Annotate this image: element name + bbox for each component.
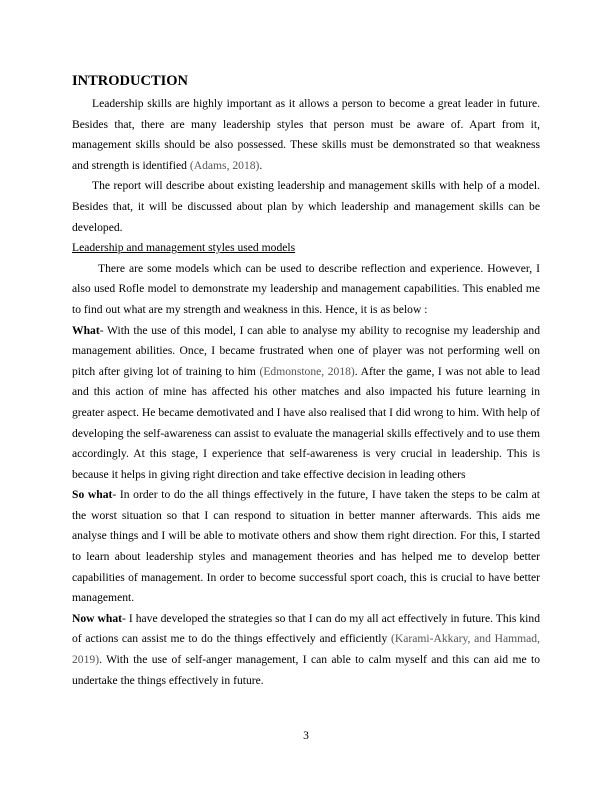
- what-text-2: . After the game, I was not able to lead and this action of mine has affected his other matches and also impacted his future learning in greater aspect. He became demotivated and I have also realised that I did wrong to him. With help of developing the self-awareness can assist to evaluate the managerial skills effectively and to use them accordingly. At this stage, I experience that self-awareness is very crucial in leadership. This is because it helps in giving right direction and take effective decision in leading others: [72, 364, 540, 481]
- so-what-paragraph: [72, 485, 540, 609]
- citation-adams: (Adams, 2018): [189, 158, 260, 172]
- what-label: What: [72, 323, 100, 337]
- subheading: Leadership and management styles used models: [72, 241, 296, 255]
- intro-paragraph-2: The report will describe about existing leadership and management skills with help of a model. Besides that, it will be discussed about plan by which leadership and management skills can be developed.: [72, 179, 540, 234]
- page-number: 3: [303, 729, 309, 742]
- so-what-text: - In order to do the all things effectively in the future, I have taken the steps to be calm at the worst situation so that I can respond to situation in better manner afterwards. This aids me analyse things and I will be able to motivate others and show them right direction. For this, I started to learn about leadership styles and management theories and has helped me to develop better capabilities of management. In order to become successful sport coach, this is crucial to have better management.: [72, 488, 541, 605]
- now-what-paragraph: [72, 609, 540, 691]
- what-text-1: - With the use of this model, I can able to analyse my ability to recognise my leadership and management abilities. Once, I became frustrated when one of player was not performing well on pitch after giving lot of training to him: [72, 323, 540, 378]
- section-heading: INTRODUCTION: [72, 73, 189, 89]
- intro-paragraph-1: [72, 94, 540, 176]
- intro-paragraph-1-end: .: [259, 158, 263, 172]
- now-what-label: Now what: [72, 611, 123, 625]
- citation-karami-akkary: (Karami-Akkary, and Hammad, 2019): [72, 632, 540, 667]
- models-paragraph: There are some models which can be used to describe reflection and experience. However, I also used Rofle model to demonstrate my leadership and management capabilities. This enabled me to find out what are my strength and weakness in this. Hence, it is as below :: [72, 261, 540, 316]
- page-body: [72, 66, 540, 691]
- now-what-text-2: . With the use of self-anger management, I can able to calm myself and this can aid me to undertake the things effectively in future.: [72, 653, 540, 687]
- intro-paragraph-1-text: Leadership skills are highly important as it allows a person to become a great leader in future. Besides that, there are many leadership styles that person must be aware of. Apart from it, management skills should be also possessed. These skills must be demonstrated so that weakness and strength is identified: [72, 97, 540, 172]
- now-what-text-1: - I have developed the strategies so that I can do my all act effectively in future. This kind of actions can assist me to do the things effectively and efficiently: [72, 611, 540, 646]
- what-paragraph: [72, 321, 540, 486]
- so-what-label: So what: [72, 488, 113, 502]
- citation-edmonstone: (Edmonstone, 2018): [259, 364, 355, 378]
